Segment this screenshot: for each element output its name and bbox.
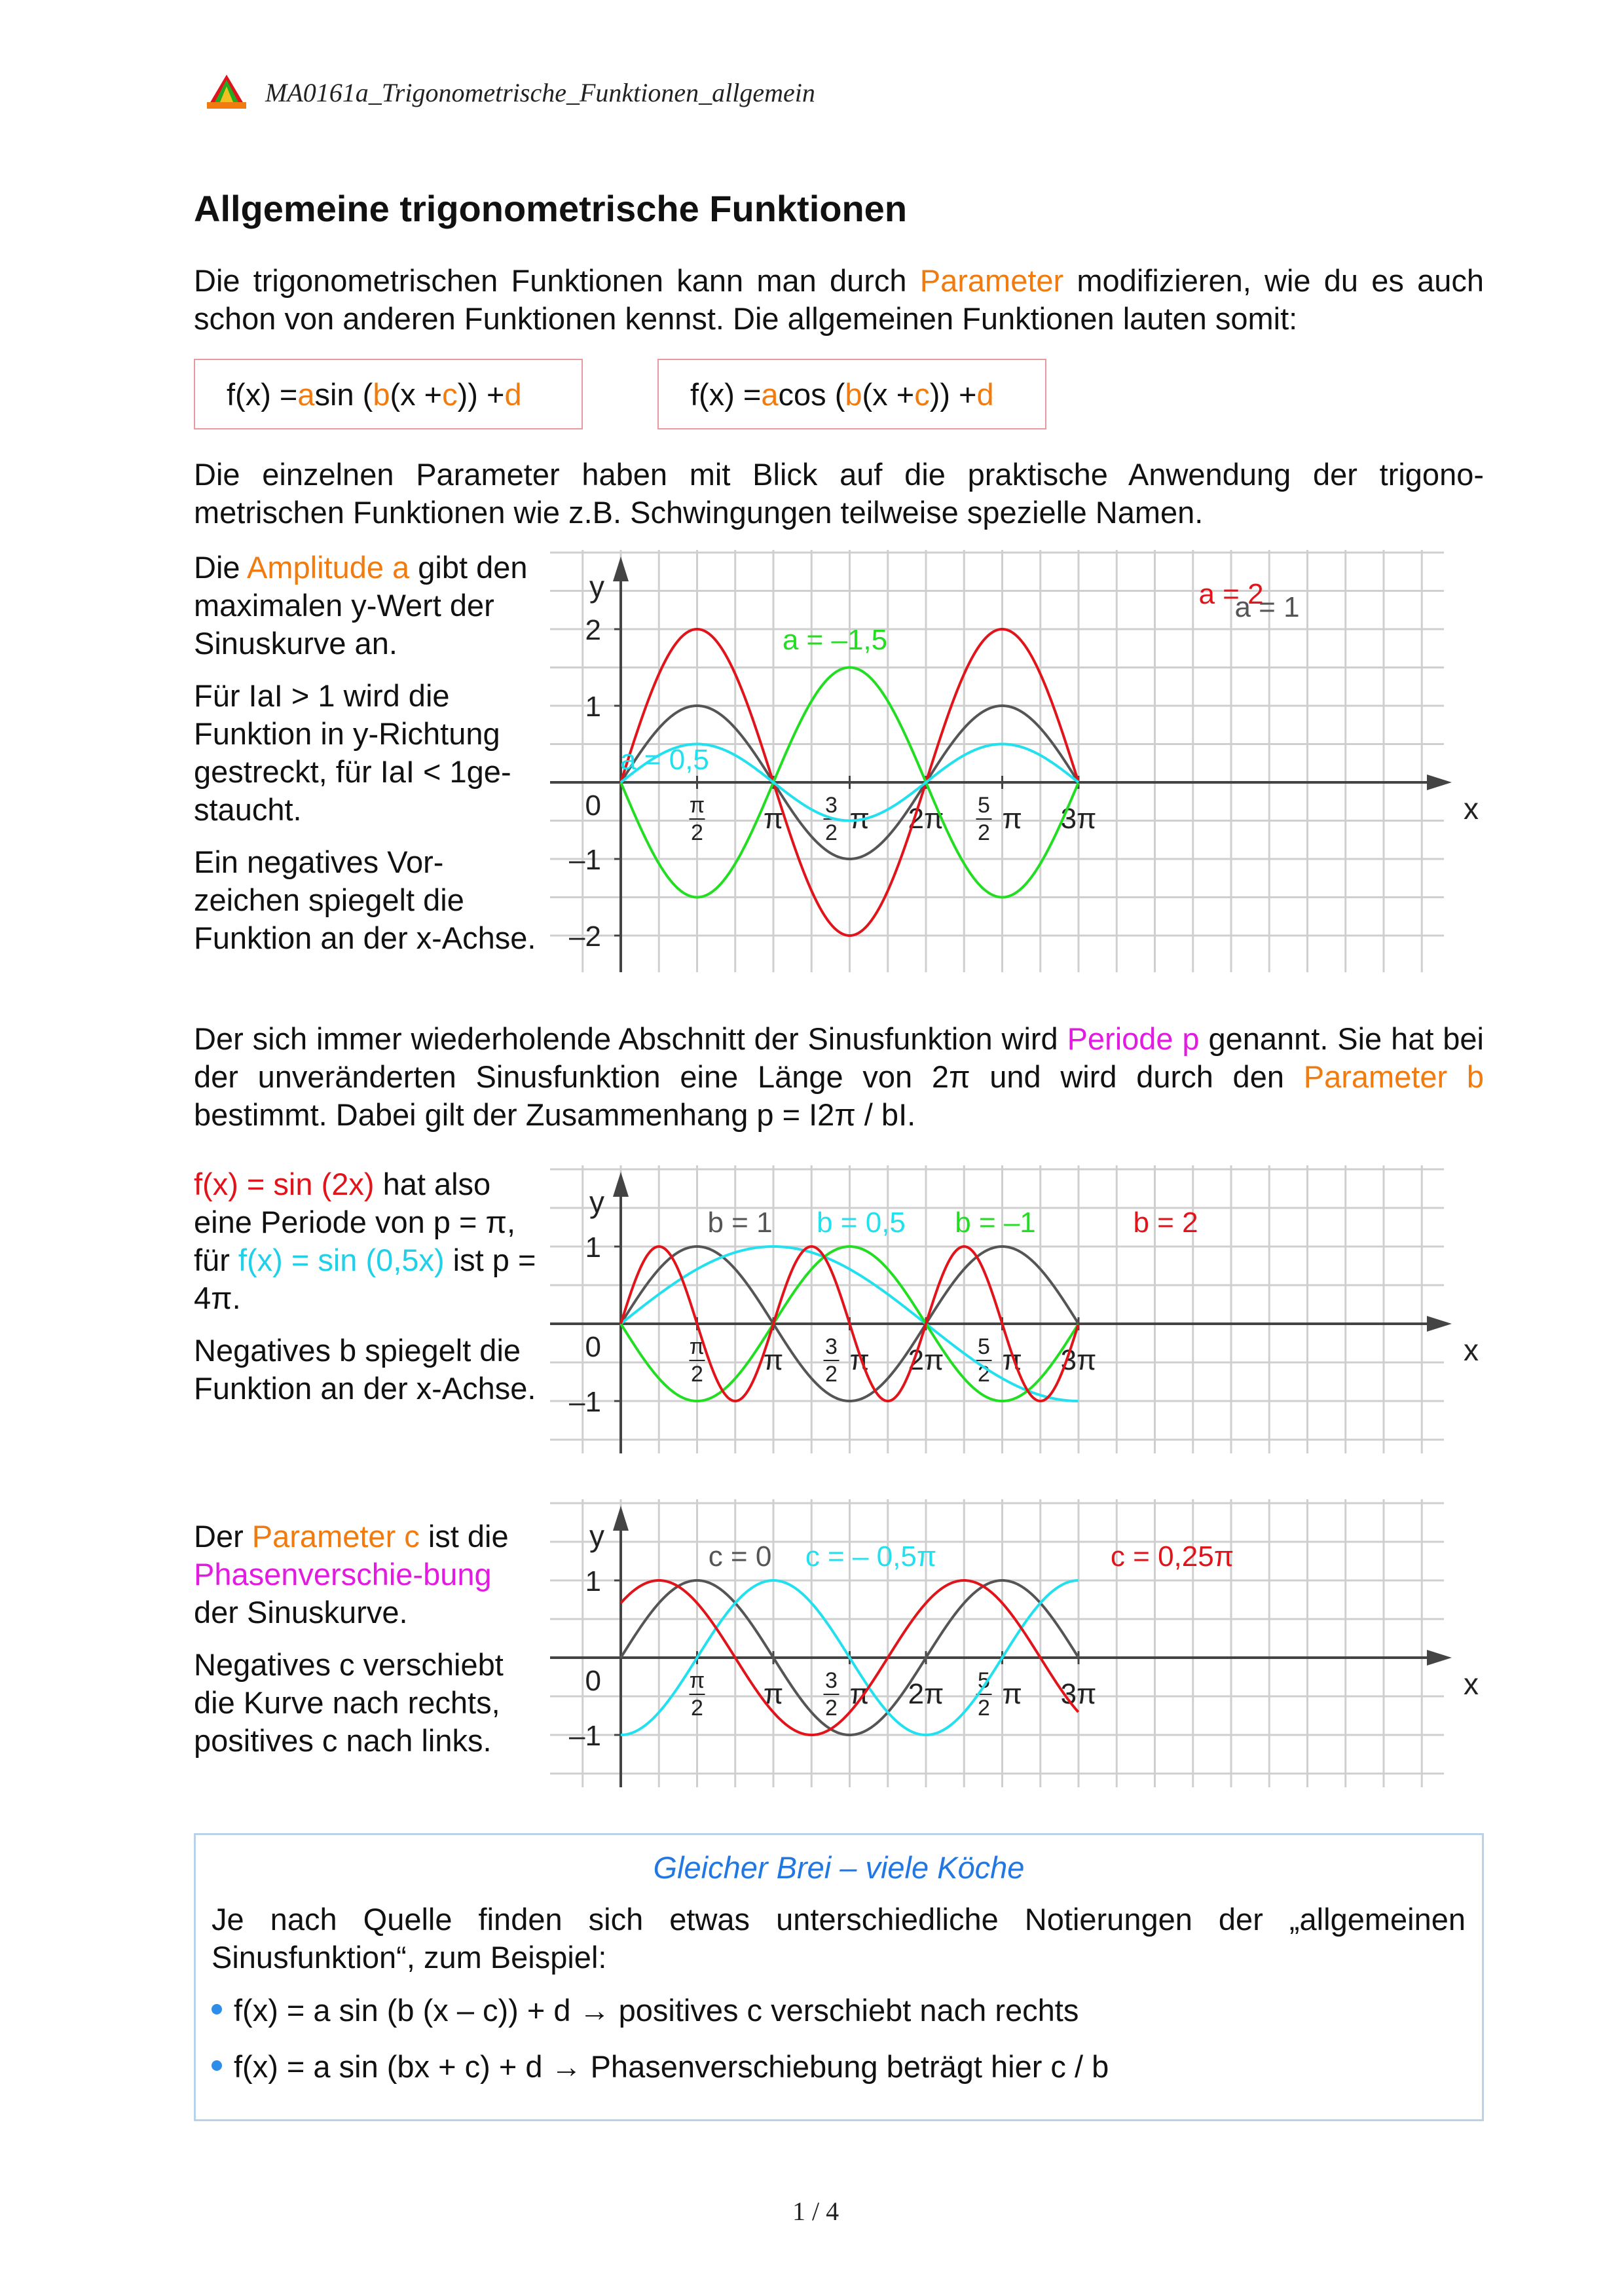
- tick-numerator: 5: [978, 793, 990, 818]
- info-bullet-1: f(x) = a sin (b (x – c)) + d → positives c verschiebt nach rechts: [212, 1992, 1079, 2028]
- y-axis-arrow: [613, 1506, 629, 1531]
- period-paragraph: Der sich immer wiederholende Abschnitt der Sinusfunktion wird Periode p genannt. Sie hat bei der unveränderten Sinusfunktion eine Länge von 2π und wird durch den Parameter b bestimmt. Dabei gilt der Zusammenhang p = I2π / bI.: [194, 1021, 1485, 1132]
- names-paragraph: Die einzelnen Parameter haben mit Blick auf die praktische Anwendung der trigono-metrischen Funktionen wie z.B. Schwingungen teilweise spezielle Namen.: [194, 457, 1484, 530]
- tick-text: 2π: [908, 1344, 944, 1376]
- formula-sin: f(x) = a sin ( b (x + c )) + d: [194, 359, 583, 429]
- x-tick-label: [690, 1668, 705, 1721]
- x-axis-arrow: [1427, 1650, 1452, 1666]
- document-id: MA0161a_Trigonometrische_Funktionen_allgemein: [265, 78, 815, 107]
- tick-denominator: 2: [978, 820, 990, 845]
- x-tick-label: [1061, 1678, 1097, 1710]
- y-axis-arrow: [613, 556, 629, 581]
- tick-numerator: π: [689, 1334, 705, 1359]
- info-bullet-2: f(x) = a sin (bx + c) + d → Phasenverschiebung beträgt hier c / b: [212, 2049, 1109, 2085]
- chart-period: [550, 1165, 1479, 1453]
- tick-text: 3π: [1060, 803, 1097, 835]
- formula-cos: f(x) = a cos ( b (x + c )) + d: [657, 359, 1046, 429]
- x-tick-label: [908, 1678, 944, 1710]
- tick-text: 2π: [908, 1678, 944, 1710]
- tick-numerator: 3: [825, 1668, 838, 1693]
- intro-paragraph: Die trigonometrischen Funktionen kann man durch Parameter modifizieren, wie du es auch schon von anderen Funktionen kennst. Die allgemeinen Funktionen lauten somit:: [194, 263, 1484, 336]
- tick-numerator: π: [689, 1668, 705, 1693]
- grid: [550, 1499, 1444, 1787]
- tick-denominator: 2: [691, 1362, 703, 1387]
- x-axis-label: x: [1464, 1667, 1479, 1701]
- page-number: 1 / 4: [792, 2196, 840, 2226]
- series-label: b = 1: [707, 1207, 773, 1239]
- y-axis-arrow: [613, 1172, 629, 1197]
- series-label: c = – 0,5π: [805, 1540, 937, 1573]
- x-tick-label: [1061, 803, 1097, 835]
- y-axis-label: y: [589, 1185, 604, 1219]
- x-tick-label: [976, 793, 1022, 845]
- logo-icon: [204, 73, 249, 110]
- info-box: [194, 1833, 1484, 2121]
- series-label: b = –1: [955, 1207, 1036, 1239]
- tick-denominator: 2: [825, 1362, 838, 1387]
- tick-pi: π: [849, 1344, 870, 1376]
- series-label: c = 0: [708, 1540, 772, 1573]
- tick-pi: π: [1002, 803, 1022, 835]
- tick-pi: π: [1002, 1344, 1022, 1376]
- x-axis-label: x: [1464, 1333, 1479, 1367]
- y-tick-label: –1: [569, 844, 601, 876]
- series-label: c = 0,25π: [1110, 1540, 1234, 1573]
- x-tick-label: [690, 793, 705, 845]
- tick-numerator: 5: [978, 1334, 990, 1359]
- tick-numerator: 3: [825, 1334, 838, 1359]
- tick-text: π: [763, 1344, 784, 1376]
- y-tick-label: 0: [585, 790, 601, 822]
- series-label: a = –1,5: [782, 624, 888, 656]
- y-axis-label: y: [589, 570, 604, 604]
- y-tick-label: 0: [585, 1331, 601, 1363]
- y-tick-label: 0: [585, 1665, 601, 1697]
- y-tick-label: 1: [585, 691, 601, 723]
- y-tick-label: –1: [569, 1386, 601, 1418]
- x-axis-label: x: [1464, 792, 1479, 826]
- y-tick-label: 1: [585, 1565, 601, 1597]
- bullet-icon: [212, 2060, 222, 2071]
- tick-pi: π: [849, 1678, 870, 1710]
- y-tick-label: –1: [569, 1720, 601, 1752]
- phase-c-text: Der Parameter c ist die Phasenverschie-bung der Sinuskurve. Negatives c verschiebt die Kurve nach rechts, positives c nach links.: [194, 1519, 509, 1758]
- tick-denominator: 2: [825, 820, 838, 845]
- period-b-text: f(x) = sin (2x) hat also eine Periode von p = π, für f(x) = sin (0,5x) ist p = 4π. Negatives b spiegelt die Funktion an der x-Achse.: [194, 1167, 536, 1406]
- tick-numerator: 5: [978, 1668, 990, 1693]
- x-tick-label: [976, 1668, 1022, 1721]
- tick-numerator: π: [689, 793, 705, 818]
- chart-amplitude: [550, 550, 1479, 975]
- series-label: a = 1: [1234, 591, 1300, 623]
- tick-denominator: 2: [691, 1696, 703, 1721]
- tick-denominator: 2: [691, 820, 703, 845]
- page-title: Allgemeine trigonometrische Funktionen: [194, 188, 908, 229]
- series-label: b = 2: [1133, 1207, 1198, 1239]
- tick-text: π: [763, 803, 784, 835]
- bullet-icon: [212, 2004, 222, 2014]
- y-tick-label: –2: [569, 920, 601, 953]
- tick-denominator: 2: [825, 1696, 838, 1721]
- series-label: a = 2: [1198, 578, 1264, 610]
- y-axis-label: y: [589, 1519, 604, 1553]
- series-label: b = 0,5: [817, 1207, 906, 1239]
- tick-text: 3π: [1060, 1344, 1097, 1376]
- info-text: Je nach Quelle finden sich etwas unterschiedliche Notierungen der „allgemeinen Sinusfunktion“, zum Beispiel:: [212, 1902, 1466, 1975]
- tick-pi: π: [849, 803, 870, 835]
- tick-denominator: 2: [978, 1696, 990, 1721]
- series-label: a = 0,5: [620, 744, 709, 776]
- tick-text: 2π: [908, 803, 944, 835]
- y-tick-label: 1: [585, 1231, 601, 1264]
- info-title: Gleicher Brei – viele Köche: [653, 1850, 1025, 1885]
- chart-phase: [550, 1499, 1479, 1787]
- tick-text: π: [763, 1678, 784, 1710]
- x-axis-arrow: [1427, 1316, 1452, 1332]
- tick-denominator: 2: [978, 1362, 990, 1387]
- tick-numerator: 3: [825, 793, 838, 818]
- y-tick-label: 2: [585, 614, 601, 646]
- amplitude-text: Die Amplitude a gibt den maximalen y-Wert der Sinuskurve an. Für IaI > 1 wird die Funktion in y-Richtung gestreckt, für IaI < 1ge-staucht. Ein negatives Vor-zeichen spiegelt die Funktion an der x-Achse.: [194, 550, 536, 955]
- x-axis-arrow: [1427, 774, 1452, 790]
- tick-text: 3π: [1060, 1678, 1097, 1710]
- tick-pi: π: [1002, 1678, 1022, 1710]
